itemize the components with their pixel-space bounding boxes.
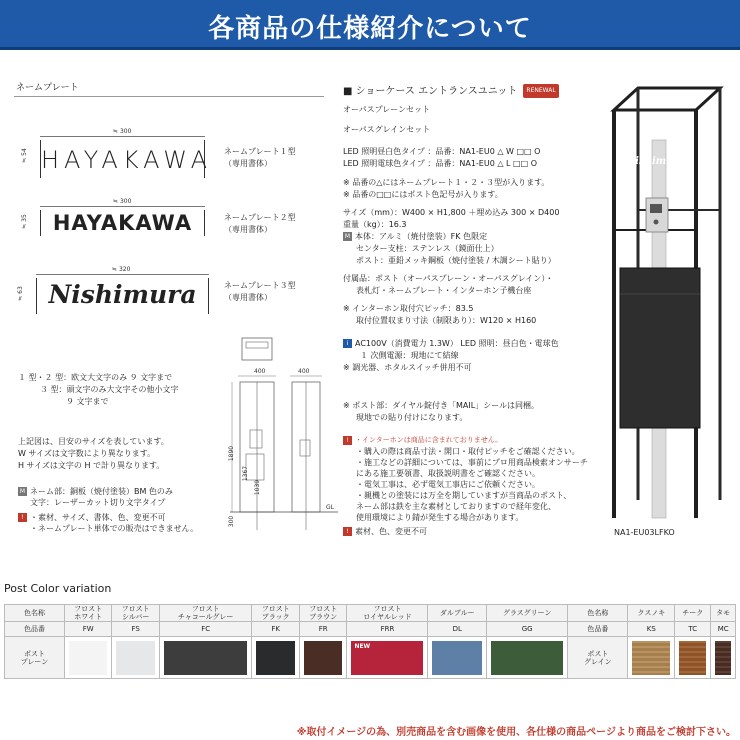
model-line: LED 照明電球色タイプ ：品番：NA1-EU0 △ L □□ O xyxy=(343,159,537,168)
swatch-fill xyxy=(116,641,154,675)
color-swatch xyxy=(112,637,159,679)
material-icon: M xyxy=(344,233,351,240)
plate-word: HAYAKAWA xyxy=(52,211,193,235)
height-label: ≒ 63 xyxy=(16,286,24,301)
gl-label: GL xyxy=(326,504,334,511)
row-header-post: ポスト グレイン xyxy=(568,637,628,679)
warning-line: ・インターホンは商品に含まれておりません。 xyxy=(355,436,503,444)
color-name: フロスト ブラウン xyxy=(299,605,346,622)
note-line: ３ 型：頭文字のみ大文字その他小文字 xyxy=(40,385,179,394)
color-name: フロスト ロイヤルレッド xyxy=(347,605,428,622)
color-swatch xyxy=(487,637,568,679)
warning-line: にある施工要領書、取扱説明書をご確認ください。 xyxy=(356,469,540,478)
dim-label: 1890 xyxy=(228,445,236,462)
warning-icon: ! xyxy=(343,436,352,445)
model-note: ※ 品番の△にはネームプレート１・２・３型が入ります。 xyxy=(343,178,550,187)
color-swatch xyxy=(252,637,299,679)
title-banner xyxy=(0,0,740,50)
row-header-name: 色名称 xyxy=(568,605,628,622)
height-label: ≒ 54 xyxy=(20,148,28,163)
color-code: DL xyxy=(428,622,487,637)
plate-type-label: ネームプレート３型 xyxy=(224,281,296,290)
color-swatch xyxy=(64,637,111,679)
warning-line: ・購入の際は商品寸法・開口・取付ピッチをご確認ください。 xyxy=(356,447,580,456)
size-note: W サイズは文字数により異なります。 xyxy=(18,449,156,458)
color-swatch xyxy=(675,637,711,679)
dim-label: 400 xyxy=(298,368,310,375)
row-header-name: 色名称 xyxy=(5,605,65,622)
plate-type-label: ネームプレート２型 xyxy=(224,213,296,222)
power-line: ※ 調光器、ホタルスイッチ併用不可 xyxy=(343,363,472,372)
warning-line: 使用環境により錆が発生する場合があります。 xyxy=(356,513,524,522)
width-label: ≒ 300 xyxy=(113,128,132,135)
color-swatch xyxy=(428,637,487,679)
color-code: FK xyxy=(252,622,299,637)
renewal-badge: RENEWAL xyxy=(523,84,558,98)
color-swatch xyxy=(159,637,252,679)
weight-spec: 重量（kg）：16.3 xyxy=(343,220,407,229)
color-code: FC xyxy=(159,622,252,637)
swatch-fill xyxy=(715,641,731,675)
color-code: KS xyxy=(628,622,675,637)
swatch-fill xyxy=(432,641,482,675)
width-dimension xyxy=(40,206,205,207)
divider xyxy=(14,96,324,97)
dim-label: 300 xyxy=(228,515,236,528)
color-name: チーク xyxy=(675,605,711,622)
swatch-fill xyxy=(491,641,563,675)
plate-font-label: （専用書体） xyxy=(224,225,272,234)
color-name: フロスト ホワイト xyxy=(64,605,111,622)
dim-label: 1367 xyxy=(242,465,250,482)
color-code: FS xyxy=(112,622,159,637)
width-dimension xyxy=(40,136,205,137)
product-code: NA1-EU03LFKO xyxy=(614,528,675,537)
note-line: ９ 文字まで xyxy=(66,397,109,406)
material-icon: M xyxy=(19,488,26,495)
showcase-title: ■ ショーケース エントランスユニット xyxy=(343,86,518,97)
entrance-unit-image xyxy=(600,80,730,520)
plate-word: Nishimura xyxy=(48,280,197,309)
swatch-fill xyxy=(164,641,248,675)
plate-type-label: ネームプレート１型 xyxy=(224,147,296,156)
color-swatch xyxy=(299,637,346,679)
nameplate-type1 xyxy=(40,140,213,178)
footer-note: ※取付イメージの為、別売商品を含む画像を使用、各仕様の商品ページより商品をご検討下さい。 xyxy=(296,727,736,738)
set-name: オーパスグレインセット xyxy=(343,125,431,134)
plate-word: HAYAKAWA xyxy=(41,146,213,174)
caution-line: ・ネームプレート単体での販売はできません。 xyxy=(30,524,199,533)
dim-label: 400 xyxy=(254,368,266,375)
intercom-line: ※ インターホン取付穴ピッチ：83.5 xyxy=(343,304,474,313)
nameplate-type3 xyxy=(36,278,209,314)
color-name: クスノキ xyxy=(628,605,675,622)
warning-line: ・施工などの詳細については、事前にプロ用商品検索オンサーチ xyxy=(356,458,588,467)
warning-line: ネーム部は鉄を主な素材としておりますので経年変化、 xyxy=(356,502,556,511)
row-header-post: ポスト プレーン xyxy=(5,637,65,679)
color-code: MC xyxy=(711,622,736,637)
color-code: FRR xyxy=(347,622,428,637)
size-note: H サイズは文字の H で計り異なります。 xyxy=(18,461,165,470)
row-header-code: 色品番 xyxy=(5,622,65,637)
model-line: LED 照明昼白色タイプ ：品番：NA1-EU0 △ W □□ O xyxy=(343,147,541,156)
power-line: １ 次側電源：現地にて結線 xyxy=(360,351,459,360)
unit-drawing xyxy=(230,330,340,540)
material-line: ポスト：亜鉛メッキ鋼板（焼付塗装 / 木調シート貼り） xyxy=(356,256,556,265)
dim-label: 1039 xyxy=(254,479,262,496)
intercom-line: 取付位置収まり寸法（制限あり）：W120 × H160 xyxy=(356,316,537,325)
model-note: ※ 品番の□□にはポスト色記号が入ります。 xyxy=(343,190,503,199)
set-name: オーパスプレーンセット xyxy=(343,105,431,114)
plate-font-label: （専用書体） xyxy=(224,293,272,302)
color-swatch xyxy=(628,637,675,679)
unit-nameplate: Nishimura xyxy=(626,156,686,167)
material-line: センター支柱：ステンレス（鏡面仕上） xyxy=(356,244,499,253)
plate-font-label: （専用書体） xyxy=(224,159,272,168)
color-code: FW xyxy=(64,622,111,637)
color-code: TC xyxy=(675,622,711,637)
accessory-line: 表札灯・ネームプレート・インターホン子機台座 xyxy=(356,286,532,295)
material-line: 文字：レーザーカット切り文字タイプ xyxy=(30,498,166,507)
page-title: 各商品の仕様紹介について xyxy=(208,14,532,44)
color-name: グラスグリーン xyxy=(487,605,568,622)
row-header-code: 色品番 xyxy=(568,622,628,637)
caution-line: ・素材、サイズ、書体、色、変更不可 xyxy=(30,513,166,522)
width-label: ≒ 320 xyxy=(112,266,131,273)
width-dimension xyxy=(36,274,209,275)
color-code: FR xyxy=(299,622,346,637)
nameplate-heading: ネームプレート xyxy=(16,83,79,93)
warning-line: ・電気工事は、必ず電気工事店にご依頼ください。 xyxy=(356,480,540,489)
width-label: ≒ 300 xyxy=(113,198,132,205)
color-name: フロスト チャコールグレー xyxy=(159,605,252,622)
nameplate-type2 xyxy=(40,210,205,236)
color-name: フロスト シルバー xyxy=(112,605,159,622)
material-line: ネーム部：銅板（焼付塗装）BM 色のみ xyxy=(30,487,173,496)
color-name: ダルブルー xyxy=(428,605,487,622)
color-swatch xyxy=(347,637,428,679)
note-line: １ 型・２ 型：欧文大文字のみ ９ 文字まで xyxy=(18,373,173,382)
color-name: タモ xyxy=(711,605,736,622)
warning-icon: ! xyxy=(343,527,352,536)
swatch-fill xyxy=(256,641,294,675)
power-line: AC100V（消費電力 1.3W） LED 照明：昼白色・電球色 xyxy=(355,339,559,348)
swatch-fill xyxy=(69,641,107,675)
swatch-fill xyxy=(304,641,342,675)
color-variation-table xyxy=(4,604,736,679)
info-icon: i xyxy=(343,339,352,348)
color-code: GG xyxy=(487,622,568,637)
color-variation-heading: Post Color variation xyxy=(4,582,112,595)
post-note: ※ ポスト部：ダイヤル錠付き「MAIL」シールは同梱。 xyxy=(343,401,540,410)
color-name: フロスト ブラック xyxy=(252,605,299,622)
warning-line: ・親機との塗装には万全を期していますが当商品のポスト、 xyxy=(356,491,572,500)
swatch-fill xyxy=(632,641,670,675)
warning-icon: ! xyxy=(18,513,27,522)
new-tag: NEW xyxy=(354,642,371,650)
accessory-line: 付属品：ポスト（オーパスプレーン・オーパスグレイン）・ xyxy=(343,274,554,283)
color-swatch xyxy=(711,637,736,679)
swatch-fill xyxy=(679,641,706,675)
size-spec: サイズ（mm）：W400 × H1,800 ＋埋め込み 300 × D400 xyxy=(343,208,560,217)
size-note: 上記図は、目安のサイズを表しています。 xyxy=(18,437,169,446)
post-note: 現地での貼り付けになります。 xyxy=(356,413,468,422)
unchangeable-note: 素材、色、変更不可 xyxy=(355,527,427,536)
swatch-fill xyxy=(351,641,423,675)
material-line: 本体：アルミ（焼付塗装）FK 色限定 xyxy=(355,232,488,241)
height-label: ≒ 35 xyxy=(20,214,28,229)
